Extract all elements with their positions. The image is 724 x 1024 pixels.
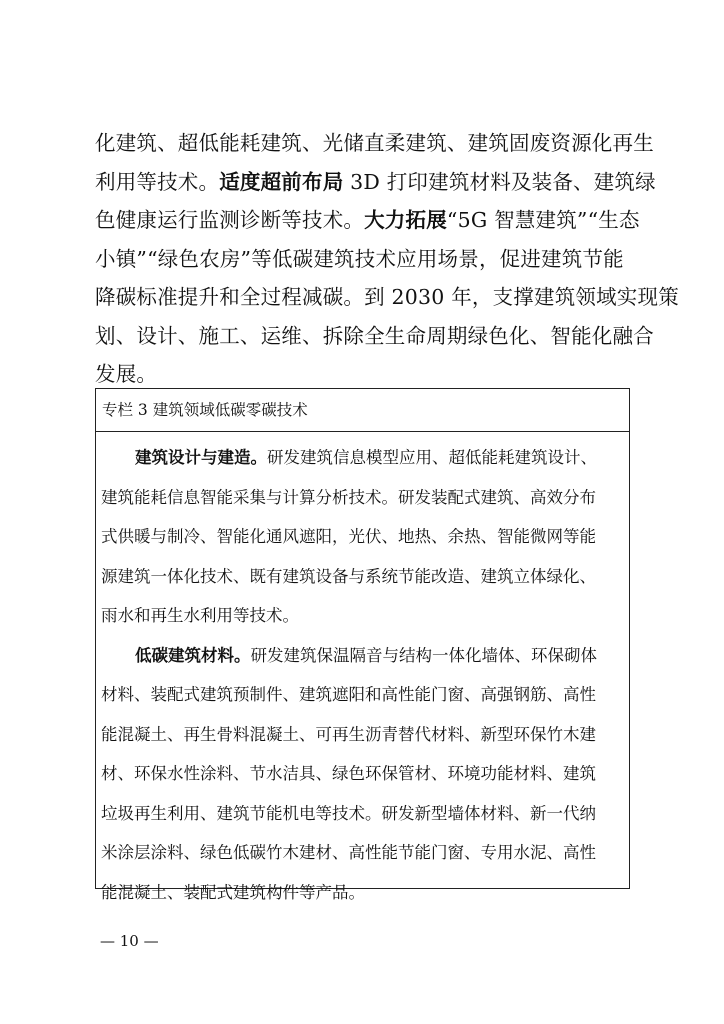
text-line: 材料、装配式建筑预制件、建筑遮阳和高性能门窗、高强钢筋、高性	[101, 685, 596, 704]
text-run: 研发建筑信息模型应用、超低能耗建筑设计、	[267, 448, 597, 467]
bold-phrase: 适度超前布局	[219, 169, 344, 194]
text-line	[95, 163, 656, 202]
text-run: “5G 智慧建筑”“生态	[446, 208, 640, 232]
text-line	[95, 201, 640, 240]
sidebar-box	[95, 388, 630, 902]
text-line: 源建筑一体化技术、既有建筑设备与系统节能改造、建筑立体绿化、	[101, 566, 596, 586]
text-line: 米涂层涂料、绿色低碳竹木建材、高性能节能门窗、专用水泥、高性	[101, 843, 596, 862]
text-run: 3D 打印建筑材料及装备、建筑绿	[343, 169, 656, 194]
page-number: — 10 —	[100, 932, 159, 950]
text-run: 研发建筑保温隔音与结构一体化墙体、环保砌体	[250, 645, 597, 665]
text-run: 利用等技术。	[95, 169, 220, 194]
bold-phrase: 大力拓展	[364, 208, 447, 232]
text-line: 材、环保水性涂料、节水洁具、绿色环保管材、环境功能材料、建筑	[101, 764, 596, 783]
text-line: 式供暖与制冷、智能化通风遮阳，光伏、地热、余热、智能微网等能	[101, 527, 596, 546]
text-line: 小镇”“绿色农房”等低碳建筑技术应用场景，促进建筑节能	[95, 246, 624, 271]
text-line: 发展。	[95, 362, 158, 386]
sidebar-body	[101, 438, 626, 912]
text-line	[101, 636, 626, 676]
section-title: 建筑设计与建造。	[135, 448, 267, 467]
text-line: 建筑能耗信息智能采集与计算分析技术。研发装配式建筑、高效分布	[101, 487, 596, 507]
text-line: 能混凝土、装配式建筑构件等产品。	[101, 882, 365, 902]
text-line: 垃圾再生利用、建筑节能机电等技术。研发新型墙体材料、新一代纳	[101, 803, 596, 823]
section-title: 低碳建筑材料。	[135, 645, 251, 665]
sidebar-header: 专栏 3 建筑领域低碳零碳技术	[96, 389, 629, 432]
text-line: 能混凝土、再生骨料混凝土、可再生沥青替代材料、新型环保竹木建	[101, 724, 596, 744]
text-line	[101, 438, 626, 478]
text-line: 雨水和再生水利用等技术。	[101, 606, 299, 625]
text-line: 降碳标准提升和全过程减碳。到 2030 年，支撑建筑领域实现策	[95, 285, 679, 309]
intro-paragraph	[95, 124, 679, 394]
text-run: 色健康运行监测诊断等技术。	[95, 208, 365, 232]
text-line: 化建筑、超低能耗建筑、光储直柔建筑、建筑固废资源化再生	[95, 131, 654, 155]
text-line: 划、设计、施工、运维、拆除全生命周期绿色化、智能化融合	[95, 323, 654, 348]
